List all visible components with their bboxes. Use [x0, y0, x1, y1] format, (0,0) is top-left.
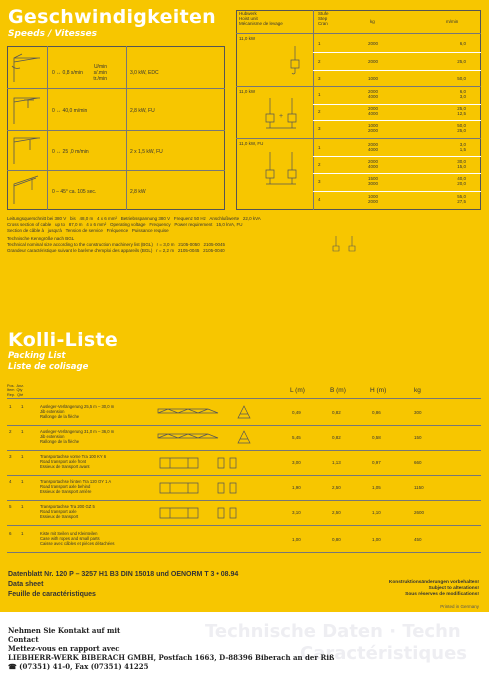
item-sketch-icon	[158, 531, 258, 549]
bgl-hook-icon	[330, 236, 360, 256]
slewing-icon	[10, 52, 44, 84]
item-qty: 1	[21, 429, 24, 434]
item-pos: 1	[9, 404, 12, 409]
item-desc: Ausleger-Verlängerung 25,5 m – 30,0 m Jib extension Rallonge de la flèche	[40, 404, 115, 419]
hook-block-icon	[288, 46, 302, 76]
item-width: 2,50	[332, 510, 341, 515]
hoist-kg: 2000 4000	[368, 159, 379, 170]
contact-address: LIEBHERR-WERK BIBERACH GMBH, Postfach 1663, D-88396 Biberach an der Riß	[8, 653, 335, 662]
hoist-group-name: 11,0 kW	[239, 36, 256, 41]
packing-title: Kolli-Liste	[8, 329, 119, 351]
luffing-icon	[10, 174, 44, 206]
row-divider	[7, 425, 481, 426]
trolley2-icon	[10, 134, 44, 166]
item-weight: 660	[414, 460, 422, 465]
item-height: 1,00	[372, 537, 381, 542]
packing-subtitle-en: Packing List	[8, 351, 66, 361]
item-length: 1,00	[292, 537, 301, 542]
item-length: 3,10	[292, 510, 301, 515]
hoist-kg: 1000 2000	[368, 123, 379, 134]
hoist-step: 2	[318, 59, 321, 64]
col-length: L (m)	[290, 387, 305, 394]
item-height: 0,97	[372, 460, 381, 465]
item-pos: 4	[9, 479, 12, 484]
speed-value: 0 – 45° ca. 105 sec.	[52, 189, 97, 195]
item-qty: 1	[21, 479, 24, 484]
hoist-step: 3	[318, 76, 321, 81]
item-length: 1,90	[292, 485, 301, 490]
hoist-head-unit: Hubwerk Hoist unit Mécanisme de levage	[239, 11, 283, 27]
speed-value: 0 ↔ 40,0 m/min	[52, 108, 88, 114]
trolley-icon	[10, 94, 44, 126]
hoist-kg: 1000 2000	[368, 194, 379, 205]
hoist-speed: 50,0 25,0	[457, 123, 466, 134]
item-sketch-icon	[158, 454, 258, 472]
item-length: 0,49	[292, 410, 301, 415]
hoist-step: 1	[318, 41, 321, 46]
item-weight: 450	[414, 537, 422, 542]
item-height: 1,05	[372, 485, 381, 490]
item-sketch-icon	[158, 479, 258, 497]
item-desc: Kiste mit Seilen und Kleinteilen Case with ropes and small parts Caisse avec câbles et pièces détachées	[40, 531, 115, 546]
hoist-step: 3	[318, 179, 321, 184]
speeds-subtitle: Speeds / Vitesses	[8, 29, 97, 39]
hoist-kg: 2000 4000	[368, 106, 379, 117]
speed-value: 0 ↔ 25 ,0 m/min	[52, 149, 89, 155]
item-width: 0,82	[332, 435, 341, 440]
speed-power: 2,8 kW, FU	[130, 108, 155, 114]
hoist-step: 2	[318, 109, 321, 114]
hoist-step: 1	[318, 145, 321, 150]
item-height: 0,86	[372, 410, 381, 415]
row-divider	[7, 500, 481, 501]
alterations-fr: Sous réserves de modifications!	[405, 592, 479, 597]
speed-units: U/min s/.min tr./min	[93, 64, 107, 82]
item-weight: 150	[414, 435, 422, 440]
speed-power: 2 x 1,5 kW, FU	[130, 149, 163, 155]
hoist-kg: 1000	[368, 76, 379, 81]
hoist-speed: 30,0 15,0	[457, 159, 466, 170]
speed-power: 3,0 kW, EDC	[130, 70, 159, 76]
item-length: 3,00	[292, 460, 301, 465]
item-weight: 2600	[414, 510, 425, 515]
packing-subtitle-fr: Liste de colisage	[8, 362, 89, 372]
row-divider	[7, 475, 481, 476]
hoist-step: 3	[318, 126, 321, 131]
item-height: 1,10	[372, 510, 381, 515]
packing-col-pos: Pos. Anz. Item Qty Rep. Qté	[7, 384, 25, 397]
contact-line: Mettez-vous en rapport avec	[8, 644, 120, 653]
item-length: 5,45	[292, 435, 301, 440]
item-pos: 5	[9, 504, 12, 509]
hoist-head-step: Stufe Step Cran	[318, 11, 329, 27]
item-width: 2,50	[332, 485, 341, 490]
item-qty: 1	[21, 531, 24, 536]
hoist-step: 1	[318, 92, 321, 97]
hoist-step: 4	[318, 197, 321, 202]
datasheet-number: Datenblatt Nr. 120 P – 3257 H1 B3 DIN 15018 und OENORM T 3 • 08.94	[8, 571, 239, 578]
hoist-speed: 6,0	[459, 41, 466, 46]
item-desc: Transportachse Tra 200 GZ 5 Road transport axle Essieux de transport	[40, 504, 95, 519]
row-divider	[7, 525, 481, 526]
hoist-speed: 40,0 20,0	[457, 176, 466, 187]
item-qty: 1	[21, 454, 24, 459]
row-divider	[7, 552, 481, 553]
item-qty: 1	[21, 504, 24, 509]
datasheet-en: Data sheet	[8, 581, 44, 588]
item-width: 1,13	[332, 460, 341, 465]
item-pos: 3	[9, 454, 12, 459]
double-hook-icon	[262, 98, 306, 134]
hoist-speed: 25,0 12,5	[457, 106, 466, 117]
datasheet-fr: Feuille de caractéristiques	[8, 591, 96, 598]
item-desc: Ausleger-Verlängerung 31,0 m – 36,0 m Jib extension Rallonge de la flèche	[40, 429, 115, 444]
printed-note: Printed in Germany	[440, 604, 479, 609]
speeds-title: Geschwindigkeiten	[8, 6, 217, 28]
item-width: 0,80	[332, 537, 341, 542]
contact-line: Contact	[8, 635, 39, 644]
item-qty: 1	[21, 404, 24, 409]
contact-line: Nehmen Sie Kontakt auf mit	[8, 626, 121, 635]
hoist-speed: 6,0 3,0	[459, 89, 466, 100]
col-weight: kg	[414, 387, 421, 394]
item-weight: 300	[414, 410, 422, 415]
fu-hook-icon	[262, 152, 306, 192]
hoist-head-mmin: m/min	[446, 19, 459, 24]
item-desc: Transportachse hinten Tra 120 OY 1 A Road transport axle behind Essieux de transport arrière	[40, 479, 112, 494]
item-pos: 6	[9, 531, 12, 536]
hoist-kg: 2000	[368, 59, 379, 64]
bgl-note: Grandeur caractéristique suivant le barème d'emploi des appareils (BGL) r = 2,2 m 2105-0045 2105-0040	[7, 248, 225, 253]
hoist-speed: 3,0 1,5	[459, 142, 466, 153]
item-height: 0,58	[372, 435, 381, 440]
contact-phone: ☎ (07351) 41-0, Fax (07351) 41225	[8, 662, 149, 671]
hoist-group-name: 11,0 kW, FU	[239, 141, 264, 146]
contact-area	[0, 612, 489, 690]
col-height: H (m)	[370, 387, 387, 394]
item-width: 0,82	[332, 410, 341, 415]
alterations-de: Konstruktionsänderungen vorbehalten!	[388, 580, 479, 585]
hoist-speed: 50,0	[457, 76, 466, 81]
svg-text:+: +	[279, 113, 284, 120]
hoist-speed: 25,0	[457, 59, 466, 64]
row-divider	[7, 450, 481, 451]
cable-note: Cross section of cable up to 87,0 m 4 x 6 mm² Operating voltage Frequency Power requirement 15,0 kVA, FU	[7, 222, 243, 227]
bgl-note: Technische Kenngröße nach BGL	[7, 236, 75, 241]
alterations-en: Subject to alterations!	[428, 586, 479, 591]
cable-note: Leitungsquerschnitt bei 380 V bis 48,0 m 4 x 6 mm² Betriebsspannung 380 V Frequenz 50 Hz Anschlußwerte 22,0 kVA	[7, 216, 261, 221]
speed-value: 0 ↔ 0,8 s/min	[52, 70, 83, 76]
ghost-text: Technische Daten · Techn	[205, 621, 461, 642]
speed-power: 2,8 kW	[130, 189, 146, 195]
cable-note: Section de câble à jusqu'à Tension de service Fréquence Puissance requise	[7, 228, 169, 233]
hoist-speed: 55,0 27,5	[457, 194, 466, 205]
hoist-head-kg: kg	[370, 19, 375, 24]
hoist-kg: 1500 3000	[368, 176, 379, 187]
hoist-kg: 2000 4000	[368, 89, 379, 100]
bgl-note: Technical nominal size according to the construction machinery list (BGL) r = 3,0 m 2105-0050 2105-0045	[7, 242, 225, 247]
item-sketch-icon	[158, 404, 258, 422]
hoist-kg: 2000 4000	[368, 142, 379, 153]
hoist-step: 2	[318, 162, 321, 167]
item-weight: 1150	[414, 485, 424, 490]
item-desc: Transportachse vorne Tra 100 KY 6 Road transport axle front Essieux de transport avant	[40, 454, 107, 469]
col-width: B (m)	[330, 387, 346, 394]
item-sketch-icon	[158, 504, 258, 522]
hoist-kg: 2000	[368, 41, 379, 46]
item-pos: 2	[9, 429, 12, 434]
item-sketch-icon	[158, 429, 258, 447]
hoist-group-name: 11,0 kW	[239, 89, 256, 94]
ghost-text: Caractéristiques	[300, 643, 468, 664]
